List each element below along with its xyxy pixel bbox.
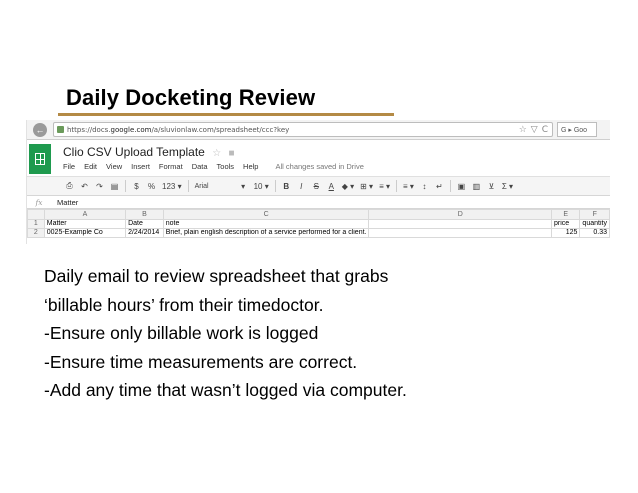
bookmark-star-icon[interactable]: ☆ (518, 124, 527, 135)
number-format-dropdown[interactable]: 123 ▾ (162, 181, 182, 191)
grid-cell[interactable]: quantity (580, 220, 610, 229)
fill-color-button[interactable]: ◆ ▾ (341, 181, 355, 191)
spreadsheet-screenshot (26, 120, 610, 244)
grid-cell[interactable]: note (163, 220, 369, 229)
body-line: ‘billable hours’ from their timedoctor. (44, 294, 324, 315)
menu-view[interactable]: View (106, 162, 123, 171)
column-header-f[interactable]: F (580, 210, 610, 220)
formula-bar (27, 196, 610, 209)
grid-cell[interactable]: 0.33 (580, 229, 610, 238)
bold-button[interactable]: B (283, 181, 290, 191)
filter-icon[interactable]: ⊻ (488, 181, 495, 191)
currency-format-button[interactable]: $ (134, 181, 139, 191)
url-prefix: https://docs. (67, 125, 111, 134)
paint-format-icon[interactable]: ▤ (110, 181, 119, 191)
toolbar-divider (188, 180, 189, 192)
horizontal-align-button[interactable]: ≡ ▾ (402, 181, 414, 191)
toolbar-divider (450, 180, 451, 192)
font-size-dropdown[interactable]: 10 ▾ (253, 181, 269, 191)
document-title[interactable]: Clio CSV Upload Template (63, 145, 205, 159)
url-path: /a/sluvionlaw.com/spreadsheet/ccc?key (151, 125, 290, 134)
font-family-dropdown[interactable]: Arial (194, 182, 209, 190)
save-status: All changes saved in Drive (275, 162, 364, 171)
font-family-chevron-icon[interactable]: ▾ (241, 181, 246, 191)
slide-body (44, 262, 407, 405)
toolbar-divider (125, 180, 126, 192)
toolbar (27, 176, 610, 196)
redo-icon[interactable]: ↷ (96, 181, 103, 191)
body-line: -Ensure time measurements are correct. (44, 351, 358, 372)
column-header-c[interactable]: C (163, 210, 369, 220)
wrap-text-button[interactable]: ↵ (436, 181, 443, 191)
vertical-align-button[interactable]: ↕ (422, 181, 427, 191)
select-all-corner[interactable] (28, 210, 45, 220)
grid-cell[interactable] (369, 220, 552, 229)
row-header[interactable]: 1 (28, 220, 45, 229)
insert-chart-icon[interactable]: ▥ (472, 181, 481, 191)
slide-title: Daily Docketing Review (66, 85, 316, 110)
grid-cell[interactable]: 125 (552, 229, 580, 238)
star-icon[interactable]: ☆ (212, 148, 222, 159)
table-row (28, 220, 610, 229)
body-line: Daily email to review spreadsheet that grabs (44, 266, 389, 286)
grid-cell[interactable]: Brief, plain english description of a service performed for a client. (163, 229, 369, 238)
toolbar-divider (396, 180, 397, 192)
document-title-row (63, 145, 235, 159)
body-line: -Ensure only billable work is logged (44, 323, 319, 343)
column-header-b[interactable]: B (126, 210, 164, 220)
menu-file[interactable]: File (63, 162, 76, 171)
table-row (28, 229, 610, 238)
search-box[interactable]: G ▸ Goo (557, 122, 597, 137)
folder-icon[interactable]: ■ (228, 148, 235, 159)
menu-edit[interactable]: Edit (84, 162, 98, 171)
print-icon[interactable]: ⎙ (66, 181, 73, 190)
borders-button[interactable]: ⊞ ▾ (360, 181, 374, 191)
menu-tools[interactable]: Tools (216, 162, 235, 171)
body-line: -Add any time that wasn’t logged via computer. (44, 380, 407, 400)
column-header-d[interactable]: D (369, 210, 552, 220)
toolbar-divider (275, 180, 276, 192)
undo-icon[interactable]: ↶ (81, 181, 88, 191)
menu-data[interactable]: Data (191, 162, 208, 171)
address-bar-actions (519, 125, 548, 135)
formula-input[interactable]: Matter (57, 197, 79, 207)
italic-button[interactable]: I (300, 181, 303, 191)
docs-header (27, 140, 610, 176)
title-underline (58, 113, 394, 116)
sheets-logo-icon[interactable] (29, 144, 51, 174)
menu-help[interactable]: Help (243, 162, 259, 171)
percent-format-button[interactable]: % (147, 181, 156, 191)
insert-comment-icon[interactable]: ▣ (457, 181, 466, 191)
address-bar[interactable] (53, 122, 553, 137)
grid-cell[interactable]: Date (126, 220, 164, 229)
grid-cell[interactable] (369, 229, 552, 238)
menu-bar (63, 162, 364, 171)
grid-cell[interactable]: Matter (44, 220, 125, 229)
grid-cell[interactable]: 0025-Example Co (44, 229, 125, 238)
menu-insert[interactable]: Insert (131, 162, 150, 171)
dropdown-icon[interactable]: ▽ (530, 124, 538, 135)
menu-format[interactable]: Format (158, 162, 183, 171)
merge-cells-button[interactable]: ≡ ▾ (379, 181, 390, 191)
back-button[interactable]: ← (33, 123, 47, 137)
fx-icon: fx (35, 197, 43, 207)
lock-icon (57, 126, 64, 133)
browser-bar (27, 120, 610, 140)
grid-cell[interactable]: price (552, 220, 580, 229)
functions-button[interactable]: Σ ▾ (501, 181, 514, 191)
grid-cell[interactable]: 2/24/2014 (126, 229, 164, 238)
reload-icon[interactable]: C (541, 124, 548, 135)
row-header[interactable]: 2 (28, 229, 45, 238)
spreadsheet-grid (27, 209, 610, 238)
column-header-a[interactable]: A (44, 210, 125, 220)
column-header-row (28, 210, 610, 220)
url-host: google.com (110, 125, 152, 134)
column-header-e[interactable]: E (552, 210, 580, 220)
text-color-button[interactable]: A (328, 181, 334, 191)
strikethrough-button[interactable]: S (313, 181, 319, 191)
